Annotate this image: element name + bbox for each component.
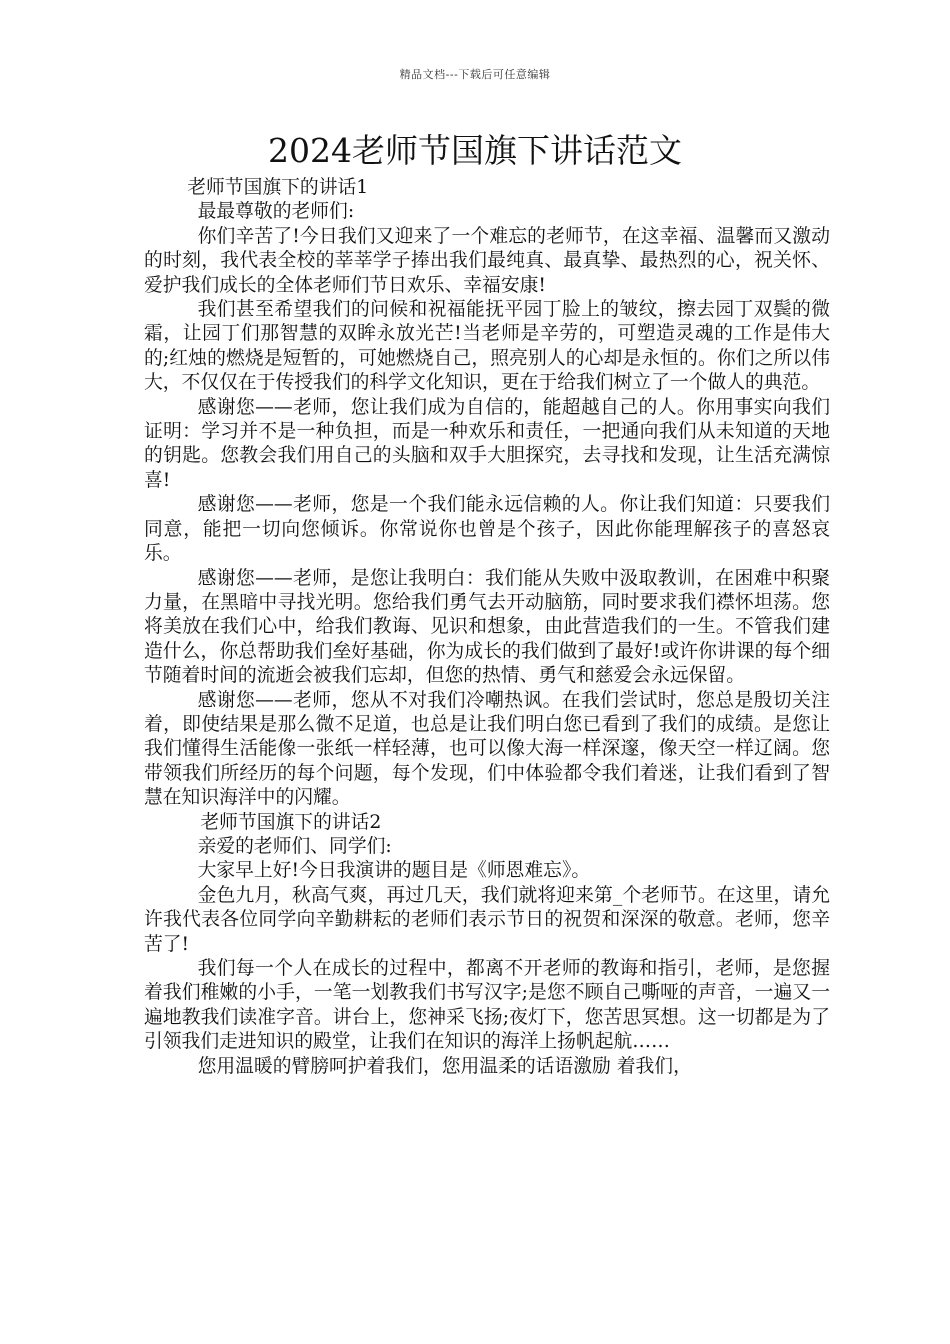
speech-2-heading: 老师节国旗下的讲话2 — [200, 811, 382, 833]
speech-1-paragraph: 感谢您——老师，您从不对我们冷嘲热讽。在我们尝试时，您总是殷切关注着，即使结果是那么微不足道，也总是让我们明白您已看到了我们的成绩。是您让我们懂得生活能像一张纸一样轻薄，也可以像大海一样深邃，像天空一样辽阔。您带领我们所经历的每个问题，每个发现，们中体验都令我们着迷，让我们看到了智慧在知识海洋中的闪耀。 — [144, 689, 830, 809]
document-body — [144, 176, 830, 1079]
speech-1-heading: 老师节国旗下的讲话1 — [187, 177, 369, 198]
speech-2-paragraph: 您用温暖的臂膀呵护着我们，您用温柔的话语激励 着我们， — [197, 1055, 692, 1077]
speech-1-paragraph: 我们甚至希望我们的问候和祝福能抚平园丁脸上的皱纹，擦去园丁双鬓的微霜，让园丁们那智慧的双眸永放光芒!当老师是辛劳的，可塑造灵魂的工作是伟大的;红烛的燃烧是短暂的，可她燃烧自己，照亮别人的心却是永恒的。你们之所以伟大，不仅仅在于传授我们的科学文化知识，更在于给我们树立了一个做人的典范。 — [144, 299, 830, 394]
speech-1-paragraph: 感谢您——老师，是您让我明白：我们能从失败中汲取教训，在困难中积聚力量，在黑暗中寻找光明。您给我们勇气去开动脑筋，同时要求我们襟怀坦荡。您将美放在我们心中，给我们教诲、见识和想象，由此营造我们的一生。不管我们建造什么，你总帮助我们垒好基础，你为成长的我们做到了最好!或许你讲课的每个细节随着时间的流逝会被我们忘却，但您的热情、勇气和慈爱会永远保留。 — [144, 567, 830, 687]
page-header-note: 精品文档---下载后可任意编辑 — [399, 68, 551, 81]
speech-2-paragraph: 我们每一个人在成长的过程中，都离不开老师的教诲和指引，老师，是您握着我们稚嫩的小手，一笔一划教我们书写汉字;是您不顾自己嘶哑的声音，一遍又一遍地教我们读准字音。讲台上，您神采飞扬;夜灯下，您苦思冥想。这一切都是为了引领我们走进知识的殿堂，让我们在知识的海洋上扬帆起航…… — [144, 958, 830, 1053]
speech-1-paragraph: 感谢您——老师，您让我们成为自信的，能超越自己的人。你用事实向我们证明：学习并不是一种负担，而是一种欢乐和责任，一把通向我们从未知道的天地的钥匙。您教会我们用自己的头脑和双手大胆探究，去寻找和发现，让生活充满惊喜! — [144, 396, 830, 491]
speech-1-salutation: 最最尊敬的老师们: — [197, 201, 355, 223]
speech-2-paragraph: 金色九月，秋高气爽，再过几天，我们就将迎来第_个老师节。在这里，请允许我代表各位同学向辛勤耕耘的老师们表示节日的祝贺和深深的敬意。老师，您辛苦了! — [144, 884, 830, 955]
document-title: 2024老师节国旗下讲话范文 — [268, 131, 682, 170]
speech-2-paragraph: 大家早上好!今日我演讲的题目是《师恩难忘》。 — [197, 860, 591, 882]
speech-1-paragraph: 你们辛苦了!今日我们又迎来了一个难忘的老师节，在这幸福、温馨而又激动的时刻，我代表全校的莘莘学子捧出我们最纯真、最真挚、最热烈的心，祝关怀、爱护我们成长的全体老师们节日欢乐、幸福安康! — [144, 225, 830, 296]
speech-1-paragraph: 感谢您——老师，您是一个我们能永远信赖的人。你让我们知道：只要我们同意，能把一切向您倾诉。你常说你也曾是个孩子，因此你能理解孩子的喜怒哀乐。 — [144, 494, 830, 565]
speech-2-salutation: 亲爱的老师们、同学们: — [197, 835, 392, 857]
